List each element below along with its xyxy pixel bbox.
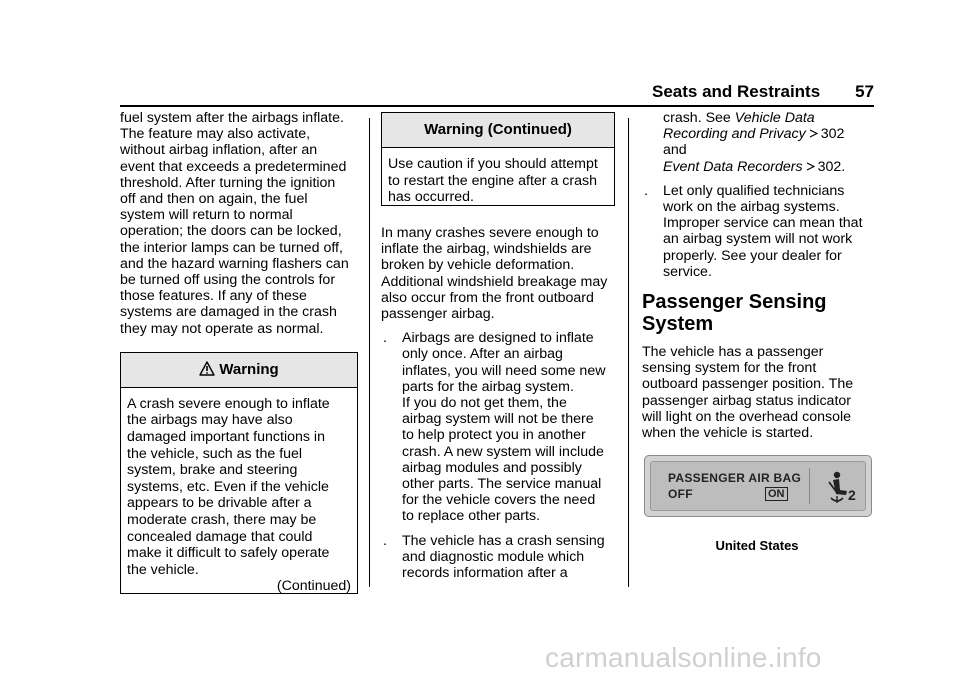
page-number: 57 bbox=[855, 82, 874, 101]
warning-title: Warning bbox=[219, 360, 279, 378]
watermark: carmanualsonline.info bbox=[545, 642, 822, 673]
paragraph-passenger-sensing: The vehicle has a passenger sensing system for the front outboard passenger position. The passenger airbag status indicator will light on the overhead console when the vehicle is started. bbox=[642, 344, 854, 442]
bullet-marker: . bbox=[383, 330, 387, 347]
page-reference-icon bbox=[806, 162, 815, 171]
link-vehicle-data[interactable]: Vehicle Data bbox=[734, 110, 815, 126]
page-header bbox=[652, 82, 874, 104]
bullet-marker: . bbox=[644, 182, 648, 199]
passenger-airbag-indicator bbox=[644, 455, 872, 517]
bullet-continuation: crash. See Vehicle Data Recording and Privacy 302 and Event Data Recorders 302. bbox=[663, 110, 846, 175]
section-title-passenger-sensing: Passenger Sensing System bbox=[642, 291, 827, 336]
bullet-marker: . bbox=[383, 532, 387, 549]
warning-continued-text: Use caution if you should attempt to restart the engine after a crash has occurred. bbox=[388, 156, 598, 206]
warning-triangle-icon bbox=[199, 361, 215, 376]
indicator-label-off: OFF bbox=[668, 487, 693, 501]
page-ref-302: 302 bbox=[820, 126, 845, 143]
bullet-airbags-once: . Airbags are designed to inflate only once. After an airbag inflates, you will need some new parts for the airbag system. If you do not get them, the airbag system will not be there to help protect you in another crash. A new system will include airbag modules and possibly other parts. The service manual for the vehicle covers the need to replace other parts. bbox=[383, 330, 606, 525]
column-divider-1 bbox=[369, 118, 370, 587]
warning-continued-box bbox=[381, 112, 615, 206]
section-header-title: Seats and Restraints bbox=[652, 82, 821, 101]
indicator-label-on: ON bbox=[765, 487, 788, 501]
bullet-crash-sensing: . The vehicle has a crash sensing and diagnostic module which records information after a bbox=[383, 532, 605, 582]
warning-text: A crash severe enough to inflate the airbags may have also damaged important functions in the vehicle, such as the fuel system, brake and steering systems, etc. Even if the vehicle appears to be drivable after a moderate crash, there may be concealed damage that could make it difficult to safely operate the vehicle. (Continued) bbox=[127, 395, 351, 595]
warning-box bbox=[120, 352, 358, 594]
link-event-data-recorders[interactable]: Event Data Recorders bbox=[663, 158, 803, 175]
column-divider-2 bbox=[628, 118, 629, 587]
column-1 bbox=[120, 110, 358, 594]
paragraph-windshields: In many crashes severe enough to inflate the airbag, windshields are broken by vehicle deformation. Additional windshield breakage may also occur from the front outboard passenger airbag. bbox=[381, 225, 608, 323]
indicator-number: 2 bbox=[848, 487, 856, 503]
page-reference-icon bbox=[809, 129, 818, 138]
column-2 bbox=[381, 112, 615, 581]
page-ref-302: 302 bbox=[817, 158, 842, 175]
figure-caption: United States bbox=[715, 538, 799, 553]
column-3 bbox=[642, 110, 874, 441]
continued-label: (Continued) bbox=[276, 578, 351, 595]
bullet-qualified-technicians: . Let only qualified technicians work on the airbag systems. Improper service can mean that an airbag system will not work properly. See your dealer for service. bbox=[644, 182, 863, 280]
warning-header bbox=[121, 353, 357, 388]
warning-continued-header: Warning (Continued) bbox=[382, 113, 614, 148]
paragraph-fuel-system: fuel system after the airbags inflate. The feature may also activate, without airbag inflation, after an event that exceeds a predetermined threshold. After turning the ignition off and then on again, the fuel system will return to normal operation; the doors can be locked, the interior lamps can be turned off, and the hazard warning flashers can be turned off using the controls for those features. If any of these systems are damaged in the crash they may not operate as normal. bbox=[120, 110, 349, 337]
link-recording-privacy[interactable]: Recording and Privacy bbox=[663, 126, 806, 143]
header-rule bbox=[120, 105, 874, 107]
indicator-label-passenger-air-bag: PASSENGER AIR BAG bbox=[668, 471, 802, 485]
